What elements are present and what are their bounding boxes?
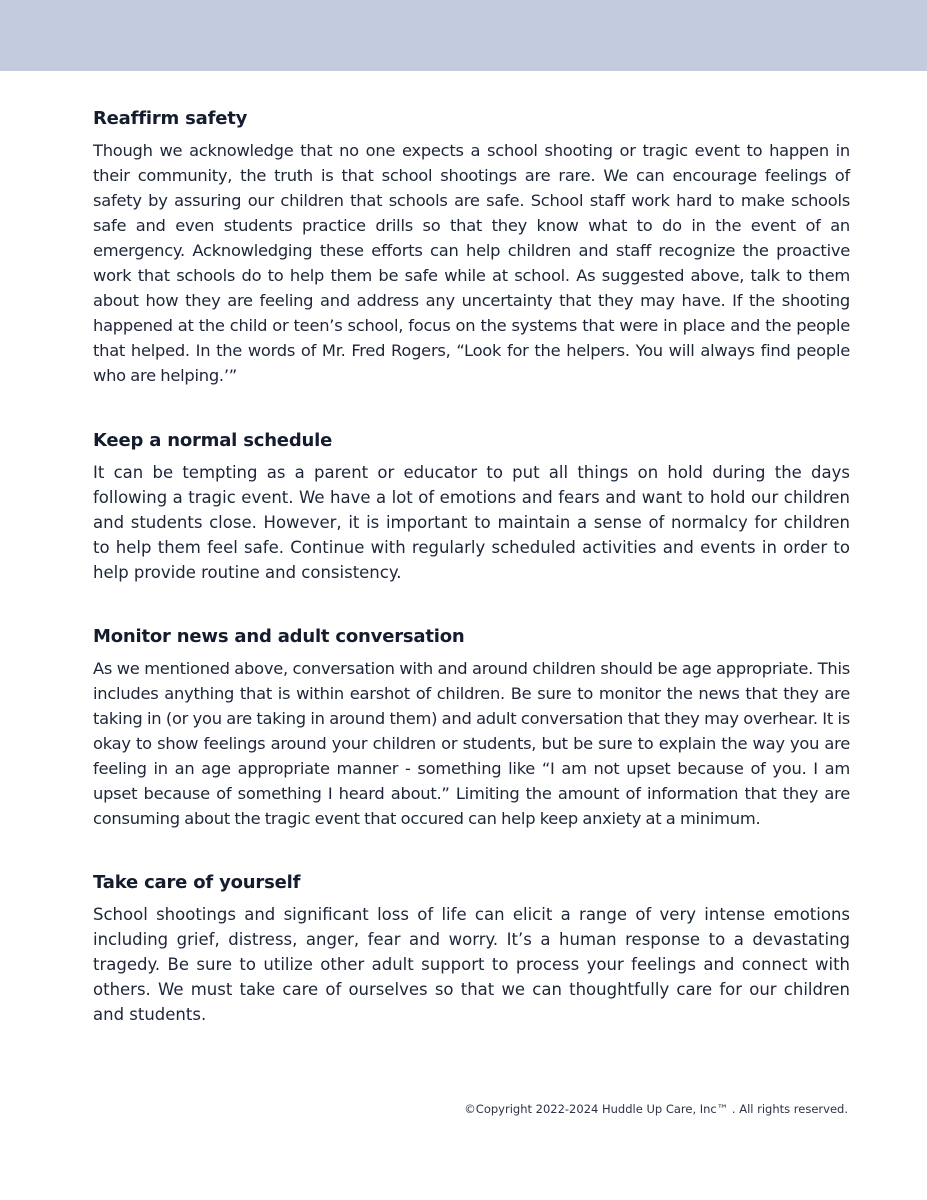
- section-title: Monitor news and adult conversation: [93, 626, 465, 647]
- copyright-notice: ©Copyright 2022-2024 Huddle Up Care, Inc™ . All rights reserved.: [464, 1102, 848, 1116]
- section-title: Take care of yourself: [93, 872, 301, 893]
- section-keep-normal-schedule: [93, 429, 850, 585]
- section-body: As we mentioned above, conversation with and around children should be age appropriate. This includes anything that is within earshot of children. Be sure to monitor the news that they are taking in (or you are taking in around them) and adult conversation that they may overhear. It is okay to show feelings around your children or students, but be sure to explain the way you are feeling in an age appropriate manner - something like “I am not upset because of you. I am upset because of something I heard about.” Limiting the amount of information that they are consuming about the tragic event that occured can help keep anxiety at a minimum.: [93, 659, 850, 828]
- section-reaffirm-safety: [93, 107, 850, 388]
- section-body: School shootings and significant loss of life can elicit a range of very intense emotions including grief, distress, anger, fear and worry. It’s a human response to a devastating tragedy. Be sure to utilize other adult support to process your feelings and connect with others. We must take care of ourselves so that we can thoughtfully care for our children and students.: [93, 905, 850, 1024]
- section-title: Reaffirm safety: [93, 108, 248, 129]
- header-band: [0, 0, 927, 71]
- section-take-care-of-yourself: [93, 871, 850, 1027]
- section-body: It can be tempting as a parent or educator to put all things on hold during the days following a tragic event. We have a lot of emotions and fears and want to hold our children and students close. However, it is important to maintain a sense of normalcy for children to help them feel safe. Continue with regularly scheduled activities and events in order to help provide routine and consistency.: [93, 463, 850, 582]
- section-body: Though we acknowledge that no one expects a school shooting or tragic event to happen in their community, the truth is that school shootings are rare. We can encourage feelings of safety by assuring our children that schools are safe. School staff work hard to make schools safe and even students practice drills so that they know what to do in the event of an emergency. Acknowledging these efforts can help children and staff recognize the proactive work that schools do to help them be safe while at school. As suggested above, talk to them about how they are feeling and address any uncertainty that they may have. If the shooting happened at the child or teen’s school, focus on the systems that were in place and the people that helped. In the words of Mr. Fred Rogers, “Look for the helpers. You will always find people who are helping.’”: [93, 141, 850, 385]
- section-monitor-news: [93, 625, 850, 831]
- section-title: Keep a normal schedule: [93, 430, 333, 451]
- document-content: [93, 107, 850, 1027]
